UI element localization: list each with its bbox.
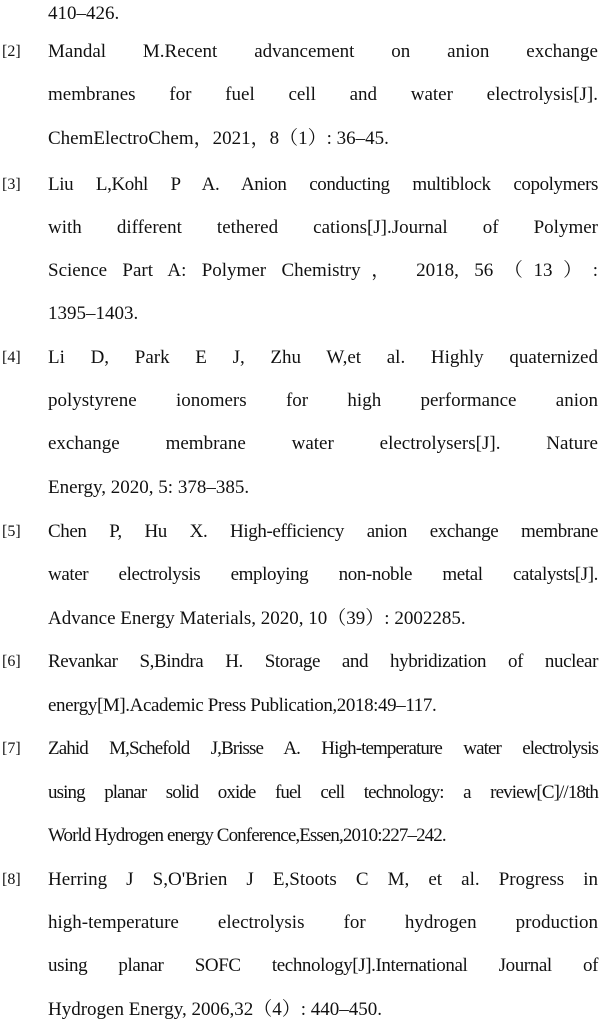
reference-number: [4]: [2, 349, 21, 366]
reference-line: Science Part A: Polymer Chemistry， 2018, 56（13）:: [48, 260, 598, 281]
reference-number: [5]: [2, 523, 21, 540]
reference-line: Advance Energy Materials, 2020, 10（39）: 2002285.: [48, 608, 466, 629]
reference-line: energy[M].Academic Press Publication,2018:49–117.: [48, 695, 437, 716]
reference-line: Hydrogen Energy, 2006,32（4）: 440–450.: [48, 999, 383, 1020]
reference-line: 1395–1403.: [48, 303, 139, 324]
reference-number: [6]: [2, 653, 21, 670]
reference-line: Energy, 2020, 5: 378–385.: [48, 477, 250, 498]
reference-line: Chen P, Hu X. High-efficiency anion exchange membrane: [48, 521, 598, 542]
reference-number: [7]: [2, 740, 21, 757]
reference-line: Zahid M,Schefold J,Brisse A. High-temperature water electrolysis: [48, 738, 598, 759]
reference-line: membranes for fuel cell and water electrolysis[J].: [48, 84, 598, 105]
reference-line: ChemElectroChem，2021，8（1）: 36–45.: [48, 128, 389, 149]
reference-line: Mandal M.Recent advancement on anion exchange: [48, 41, 598, 62]
reference-line: World Hydrogen energy Conference,Essen,2010:227–242.: [48, 825, 446, 846]
reference-number: [2]: [2, 43, 21, 60]
reference-number: [3]: [2, 176, 21, 193]
reference-line: exchange membrane water electrolysers[J]. Nature: [48, 433, 598, 454]
reference-line: polystyrene ionomers for high performance anion: [48, 390, 598, 411]
reference-line: using planar solid oxide fuel cell technology: a review[C]//18th: [48, 782, 598, 803]
reference-line: Revankar S,Bindra H. Storage and hybridization of nuclear: [48, 651, 598, 672]
reference-line: Li D, Park E J, Zhu W,et al. Highly quaternized: [48, 347, 598, 368]
reference-number: [8]: [2, 871, 21, 888]
reference-line: Herring J S,O'Brien J E,Stoots C M, et al. Progress in: [48, 869, 598, 890]
reference-line: high-temperature electrolysis for hydrogen production: [48, 912, 598, 933]
reference-line: water electrolysis employing non-noble metal catalysts[J].: [48, 564, 598, 585]
reference-line: Liu L,Kohl P A. Anion conducting multiblock copolymers: [48, 174, 598, 195]
reference-line: with different tethered cations[J].Journal of Polymer: [48, 217, 598, 238]
continued-reference-line: 410–426.: [48, 3, 120, 24]
reference-line: using planar SOFC technology[J].International Journal of: [48, 955, 598, 976]
